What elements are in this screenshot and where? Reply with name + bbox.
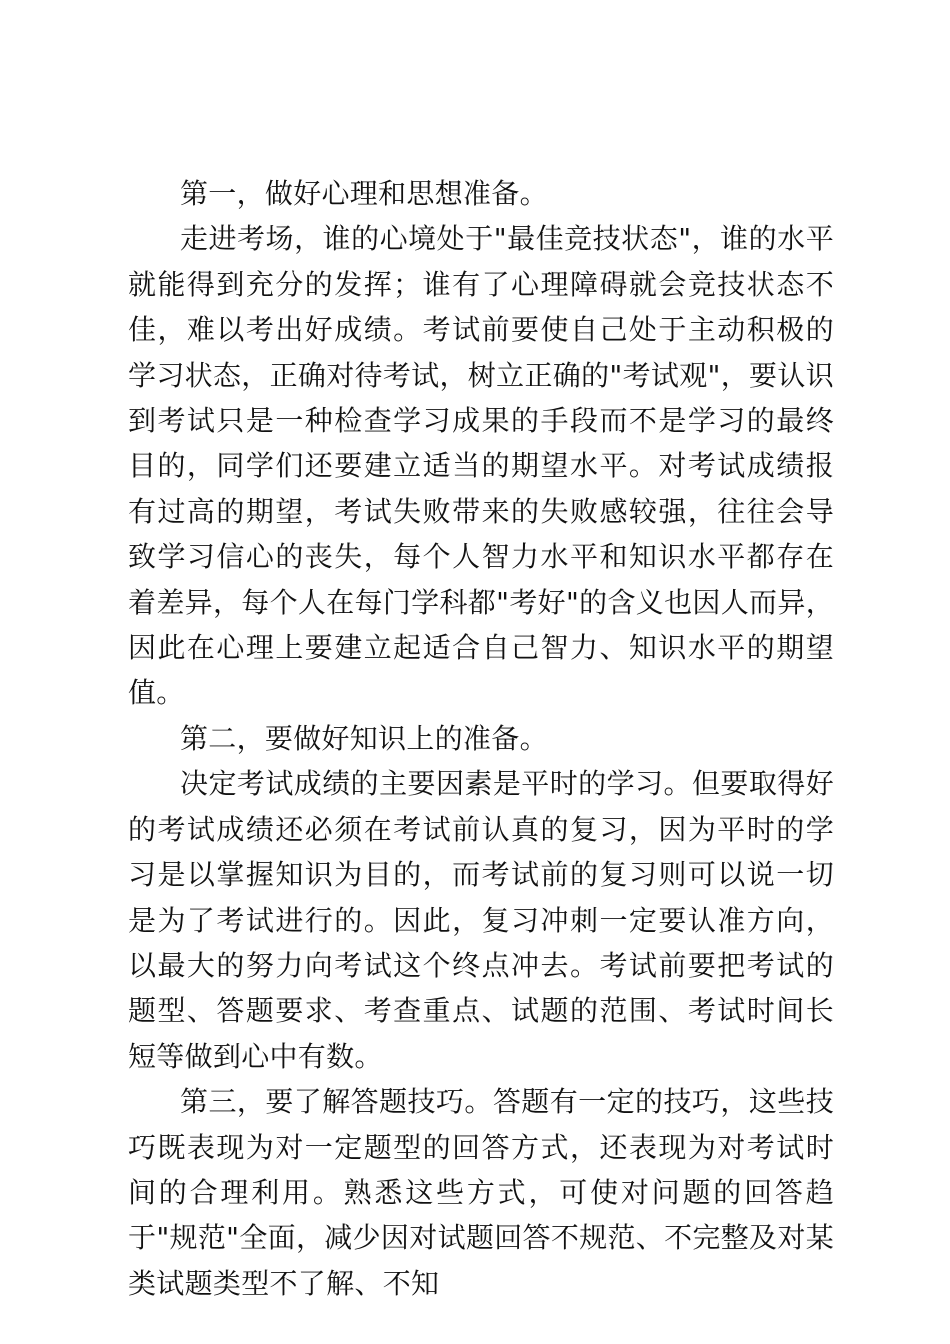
paragraph-technique: 第三，要了解答题技巧。答题有一定的技巧，这些技巧既表现为对一定题型的回答方式，还表现为对考试时间的合理利用。熟悉这些方式，可使对问题的回答趋于"规范"全面，减少因对试题回答不规范、不完整及对某类试题类型不了解、不知 — [128, 1085, 834, 1300]
paragraph-knowledge: 决定考试成绩的主要因素是平时的学习。但要取得好的考试成绩还必须在考试前认真的复习，因为平时的学习是以掌握知识为目的，而考试前的复习则可以说一切是为了考试进行的。因此，复习冲刺一定要认准方向，以最大的努力向考试这个终点冲去。考试前要把考试的题型、答题要求、考查重点、试题的范围、考试时间长短等做到心中有数。 — [128, 767, 834, 1073]
heading-second: 第二，要做好知识上的准备。 — [180, 721, 548, 755]
paragraph-psychology: 走进考场，谁的心境处于"最佳竞技状态"，谁的水平就能得到充分的发挥；谁有了心理障碍就会竞技状态不佳，难以考出好成绩。考试前要使自己处于主动积极的学习状态，正确对待考试，树立正确的"考试观"，要认识到考试只是一种检查学习成果的手段而不是学习的最终目的，同学们还要建立适当的期望水平。对考试成绩报有过高的期望，考试失败带来的失败感较强，往往会导致学习信心的丧失，每个人智力水平和知识水平都存在着差异，每个人在每门学科都"考好"的含义也因人而异，因此在心理上要建立起适合自己智力、知识水平的期望值。 — [128, 222, 834, 710]
heading-first: 第一，做好心理和思想准备。 — [180, 177, 548, 210]
document-body — [128, 171, 834, 1306]
